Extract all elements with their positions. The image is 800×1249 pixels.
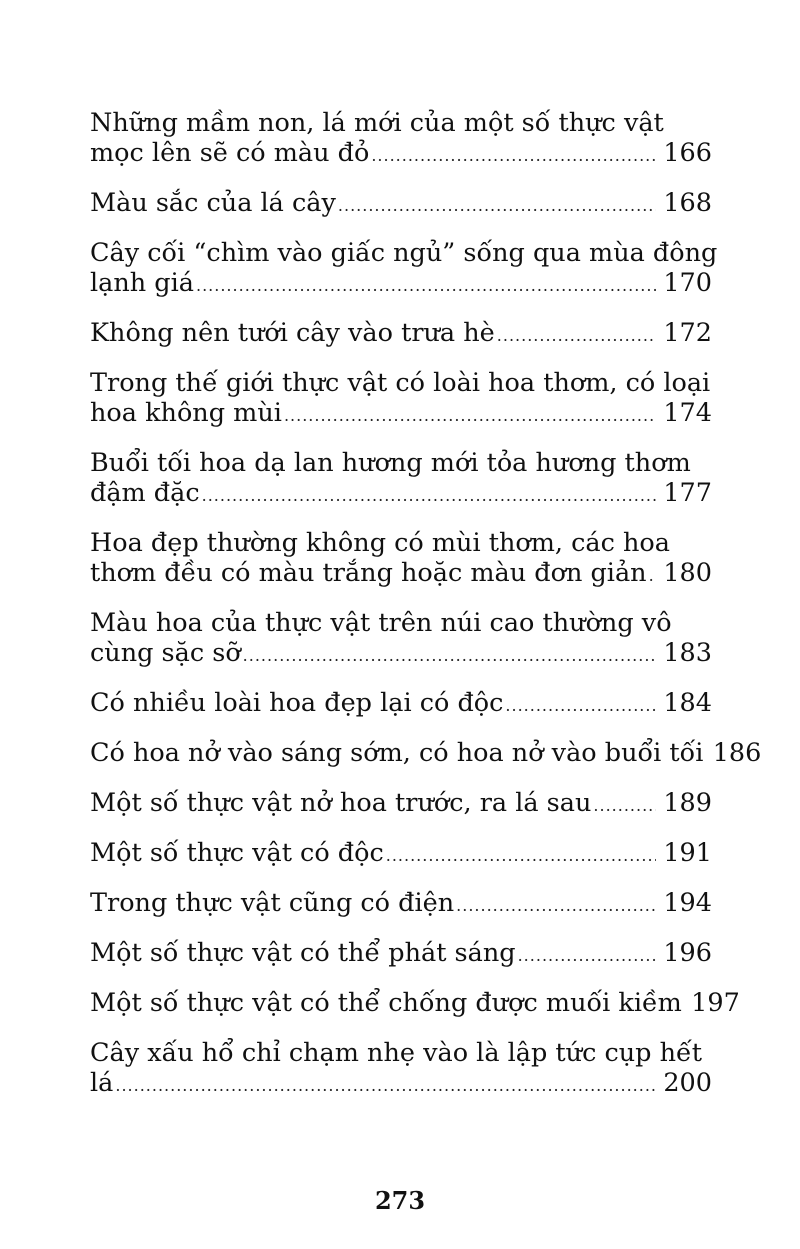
toc-line [90,688,712,718]
toc-line [90,188,712,218]
toc-line [90,988,740,1018]
toc-entry [90,188,712,218]
toc-line [90,398,712,428]
table-of-contents [90,108,762,1118]
toc-line [90,368,712,398]
toc-entry [90,988,740,1018]
toc-entry-title: Có nhiều loài hoa đẹp lại có độc [90,688,504,718]
toc-line [90,138,712,168]
toc-page-number: 180 [663,558,712,588]
toc-entry [90,238,718,298]
dot-leader [386,841,656,871]
toc-entry-title: hoa không mùi [90,398,282,428]
dot-leader [649,561,656,591]
toc-entry-title: mọc lên sẽ có màu đỏ [90,138,370,168]
toc-line [90,558,712,588]
toc-line [90,788,712,818]
toc-page-number: 186 [712,738,762,768]
dot-leader [505,691,656,721]
toc-line [90,738,762,768]
toc-entry [90,688,712,718]
toc-page-number: 177 [663,478,712,508]
toc-line [90,1038,712,1068]
dot-leader [518,941,656,971]
toc-page-number: 168 [663,188,712,218]
page-number: 273 [374,1186,426,1215]
dot-leader [456,891,656,921]
toc-entry-title: Màu sắc của lá cây [90,188,336,218]
dot-leader [593,791,656,821]
dot-leader [243,641,656,671]
dot-leader [196,271,656,301]
toc-line [90,838,712,868]
dot-leader [115,1071,656,1101]
dot-leader [338,191,656,221]
toc-line [90,448,712,478]
toc-entry-title: Một số thực vật có thể chống được muối kiềm [90,988,682,1018]
toc-entry-title: đậm đặc [90,478,200,508]
toc-entry-title: cùng sặc sỡ [90,638,241,668]
toc-entry [90,368,712,428]
toc-page-number: 197 [691,988,740,1018]
toc-entry-title: lá [90,1068,114,1098]
toc-entry-title: Cây cối “chìm vào giấc ngủ” sống qua mùa đông [90,238,718,268]
toc-page-number: 172 [663,318,712,348]
toc-entry [90,608,712,668]
toc-line [90,528,712,558]
toc-page-number: 194 [663,888,712,918]
toc-line [90,638,712,668]
toc-entry-title: Hoa đẹp thường không có mùi thơm, các hoa [90,528,670,558]
toc-page-number: 174 [663,398,712,428]
toc-line [90,238,718,268]
toc-entry-title: Trong thực vật cũng có điện [90,888,455,918]
toc-line [90,608,712,638]
toc-entry [90,738,762,768]
toc-entry-title: thơm đều có màu trắng hoặc màu đơn giản [90,558,647,588]
toc-entry-title: Trong thế giới thực vật có loài hoa thơm, có loại [90,368,711,398]
toc-line [90,268,712,298]
dot-leader [202,481,656,511]
toc-line [90,888,712,918]
toc-entry [90,528,712,588]
toc-entry-title: Một số thực vật có thể phát sáng [90,938,516,968]
toc-page-number: 196 [663,938,712,968]
toc-entry-title: Cây xấu hổ chỉ chạm nhẹ vào là lập tức cụp hết [90,1038,702,1068]
toc-entry-title: Có hoa nở vào sáng sớm, có hoa nở vào buổi tối [90,738,704,768]
toc-page-number: 184 [663,688,712,718]
dot-leader [497,321,656,351]
toc-entry [90,838,712,868]
toc-entry [90,1038,712,1098]
toc-page-number: 166 [663,138,712,168]
toc-line [90,318,712,348]
toc-entry [90,788,712,818]
dot-leader [371,141,656,171]
toc-page-number: 200 [663,1068,712,1098]
toc-entry-title: Một số thực vật nở hoa trước, ra lá sau [90,788,592,818]
toc-entry [90,938,712,968]
toc-entry [90,108,712,168]
toc-page-number: 170 [663,268,712,298]
toc-page-number: 183 [663,638,712,668]
toc-line [90,108,712,138]
toc-entry-title: Buổi tối hoa dạ lan hương mới tỏa hương thơm [90,448,691,478]
toc-entry-title: Không nên tưới cây vào trưa hè [90,318,495,348]
dot-leader [284,401,656,431]
toc-page-number: 189 [663,788,712,818]
toc-entry-title: lạnh giá [90,268,194,298]
toc-entry-title: Màu hoa của thực vật trên núi cao thường vô [90,608,672,638]
toc-entry [90,448,712,508]
toc-line [90,478,712,508]
toc-entry [90,318,712,348]
toc-line [90,1068,712,1098]
toc-entry [90,888,712,918]
toc-page-number: 191 [663,838,712,868]
toc-entry-title: Những mầm non, lá mới của một số thực vật [90,108,664,138]
toc-line [90,938,712,968]
toc-entry-title: Một số thực vật có độc [90,838,384,868]
